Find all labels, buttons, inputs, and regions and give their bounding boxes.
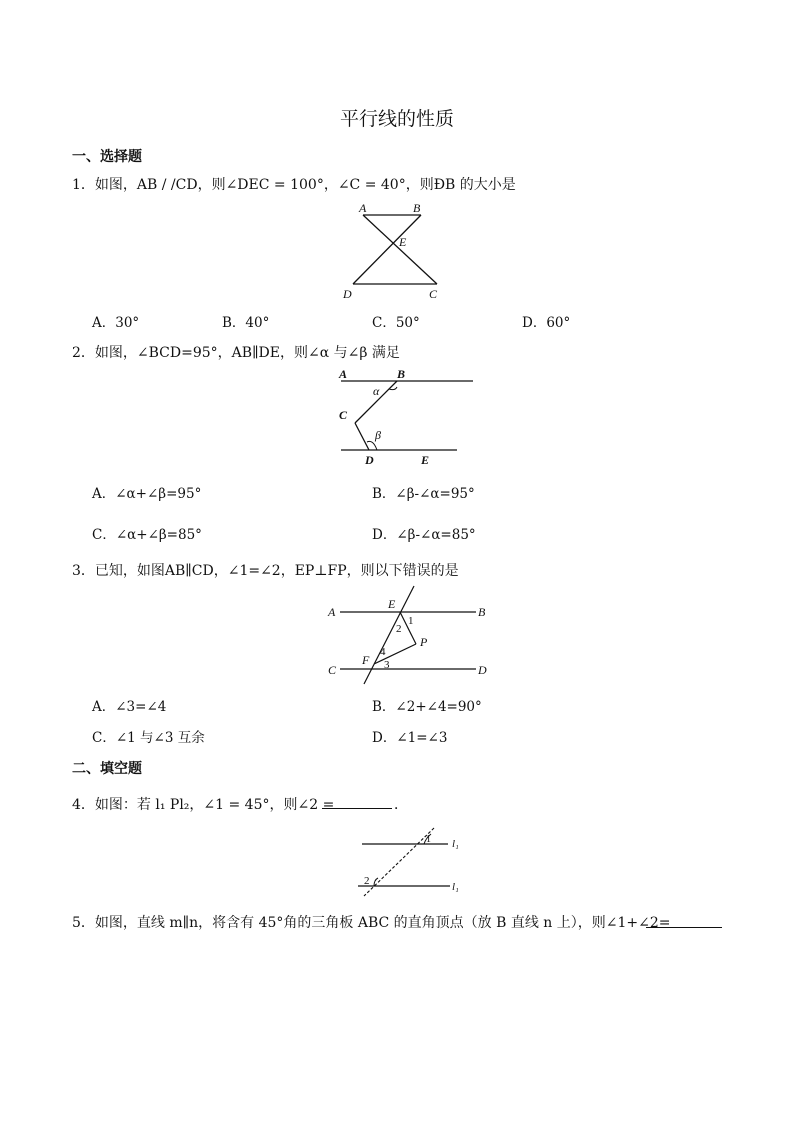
q2-label-beta: β [375,428,381,442]
q3-label-f: F [362,653,370,667]
q3-label-4: 4 [380,646,386,658]
q4-period: ． [394,797,408,813]
q1-label-e: E [399,235,407,249]
q1-option-c: C．50° [372,315,420,331]
section-heading-fill: 二、填空题 [72,761,142,777]
q3-option-b: B．∠2+∠4=90° [372,699,482,715]
q4-answer-blank[interactable] [322,808,392,809]
q1-option-a: A．30° [92,315,140,331]
q1-label-b: B [413,201,421,215]
q2-label-e: E [421,453,430,467]
q4-label-l1: l₁ [452,838,459,850]
q4-label-1: 1 [426,834,431,845]
q3-label-b: B [478,605,486,619]
q1-option-b: B．40° [222,315,270,331]
q3-option-c: C．∠1 与∠3 互余 [92,730,205,746]
q1-option-d: D．60° [522,315,571,331]
question-4-stem: 4．如图：若 l₁ Pl₂，∠1 = 45°，则∠2 = [72,797,335,813]
q3-label-a: A [328,605,336,619]
q1-label-c: C [429,287,438,301]
q3-label-p: P [420,635,428,649]
q2-label-d: D [365,453,374,467]
question-1-stem: 1．如图，AB / /CD，则∠DEC = 100°，∠C = 40°，则ÐB 的大小是 [72,177,516,193]
q2-label-c: C [339,408,348,422]
page-title: 平行线的性质 [339,108,454,130]
question-4-figure [352,822,472,907]
question-3-stem: 3．已知，如图AB∥CD，∠1=∠2，EP⊥FP，则以下错误的是 [72,563,459,579]
q2-option-a: A．∠α+∠β=95° [92,486,202,502]
q2-option-c: C．∠α+∠β=85° [92,527,202,543]
q4-label-2: 2 [364,875,370,887]
q4-label-l2: l₁ [452,881,459,893]
q3-label-1: 1 [408,615,414,627]
q2-option-b: B．∠β-∠α=95° [372,486,475,502]
q2-label-a: A [339,367,348,381]
q1-label-a: A [359,201,367,215]
q1-label-d: D [343,287,352,301]
question-1-figure [335,200,455,305]
q2-option-d: D．∠β-∠α=85° [372,527,476,543]
question-3-figure [322,582,492,687]
q2-label-alpha: α [373,384,380,398]
q3-label-c: C [328,663,337,677]
q5-answer-blank[interactable] [646,927,722,928]
q3-option-a: A．∠3=∠4 [92,699,167,715]
section-heading-choice: 一、选择题 [72,149,142,165]
q3-label-3: 3 [384,659,390,671]
question-2-figure [335,365,480,470]
question-5-stem: 5．如图，直线 m∥n，将含有 45°角的三角板 ABC 的直角顶点（放 B 直线 n 上），则∠1+∠2= [72,915,671,931]
q3-option-d: D．∠1=∠3 [372,730,448,746]
q3-label-2: 2 [396,623,402,635]
q3-label-d: D [478,663,487,677]
question-2-stem: 2．如图，∠BCD=95°，AB∥DE，则∠α 与∠β 满足 [72,345,400,361]
q2-label-b: B [397,367,406,381]
q3-label-e: E [388,597,396,611]
